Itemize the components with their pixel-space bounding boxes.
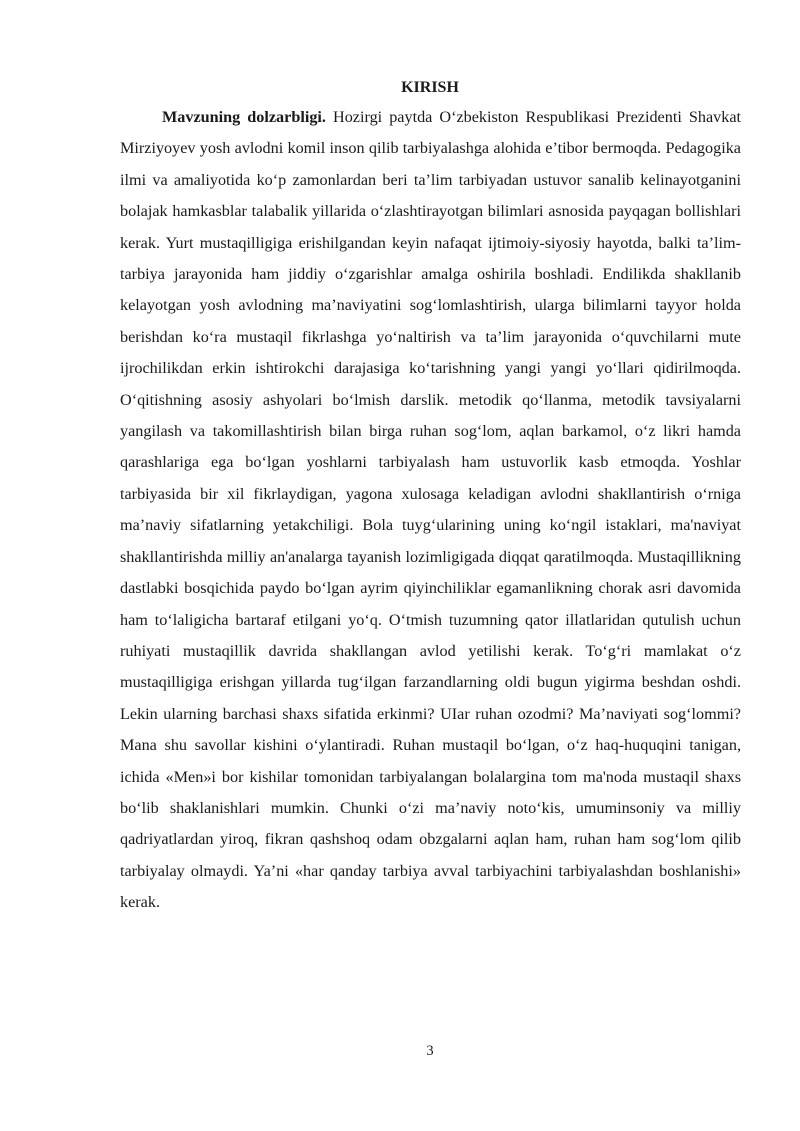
paragraph-lead: Mavzuning dolzarbligi. <box>162 108 326 126</box>
page-number: 3 <box>426 1043 434 1059</box>
paragraph-text: Hozirgi paytda O‘zbekiston Respublikasi Prezidenti Shavkat Mirziyoyev yosh avlodni komil inson qilib tarbiyalashga alohida e’tibor bermoqda. Pedagogika ilmi va amaliyotida ko‘p zamonlardan beri ta’lim tarbiyadan ustuvor sanalib kelinayotganini bolajak hamkasblar talabalik yillarida o‘zlashtirayotgan bilimlari asnosida payqagan bollishlari kerak. Yurt mustaqilligiga erishilgandan keyin nafaqat ijtimoiy-siyosiy hayotda, balki ta’lim-tarbiya jarayonida ham jiddiy o‘zgarishlar amalga oshirila boshladi. Endilikda shakllanib kelayotgan yosh avlodning ma’naviyatini sog‘lomlashtirish, ularga bilimlarni tayyor holda berishdan ko‘ra mustaqil fikrlashga yo‘naltirish va ta’lim jarayonida o‘quvchilarni mute ijrochilikdan erkin ishtirokchi darajasiga ko‘tarishning yangi yangi yo‘llari qidirilmoqda. O‘qitishning asosiy ashyolari bo‘lmish darslik. metodik qo‘llanma, metodik tavsiyalarni yangilash va takomillashtirish bilan birga ruhan sog‘lom, aqlan barkamol, o‘z likri hamda qarashlariga ega bo‘lgan yoshlarni tarbiyalash ham ustuvorlik kasb etmoqda. Yoshlar tarbiyasida bir xil fikrlaydigan, yagona xulosaga keladigan avlodni shakllantirish o‘rniga ma’naviy sifatlarning yetakchiligi. Bola tuyg‘ularining uning ko‘ngil istaklari, ma'naviyat shakllantirishda milliy an'analarga tayanish lozimligigada diqqat qaratilmoqda. Mustaqillikning dastlabki bosqichida paydo bo‘lgan ayrim qiyinchiliklar egamanlikning chorak asri davomida ham to‘laligicha bartaraf etilgani yo‘q. O‘tmish tuzumning qator illatlaridan qutulish uchun ruhiyati mustaqillik davrida shakllangan avlod yetilishi kerak. To‘g‘ri mamlakat o‘z mustaqilligiga erishgan yillarda tug‘ilgan farzandlarning oldi bugun yigirma beshdan oshdi. Lekin ularning barchasi shaxs sifatida erkinmi? UIar ruhan ozodmi? Ma’naviyati sog‘lommi? Mana shu savollar kishini o‘ylantiradi. Ruhan mustaqil bo‘lgan, o‘z haq-huquqini tanigan, ichida «Men»i bor kishilar tomonidan tarbiyalangan bolalargina tom ma'noda mustaqil shaxs bo‘lib shaklanishlari mumkin. Chunki o‘zi ma’naviy noto‘kis, umuminsoniy va milliy qadriyatlardan yiroq, fikran qashshoq odam obzgalarni aqlan ham, ruhan ham sog‘lom qilib tarbiyalay olmaydi. Ya’ni «har qanday tarbiya avval tarbiyachini tarbiyalashdan boshlanishi» kerak. <box>120 108 741 912</box>
body-paragraph <box>120 102 741 919</box>
section-heading: KIRISH <box>401 79 459 96</box>
